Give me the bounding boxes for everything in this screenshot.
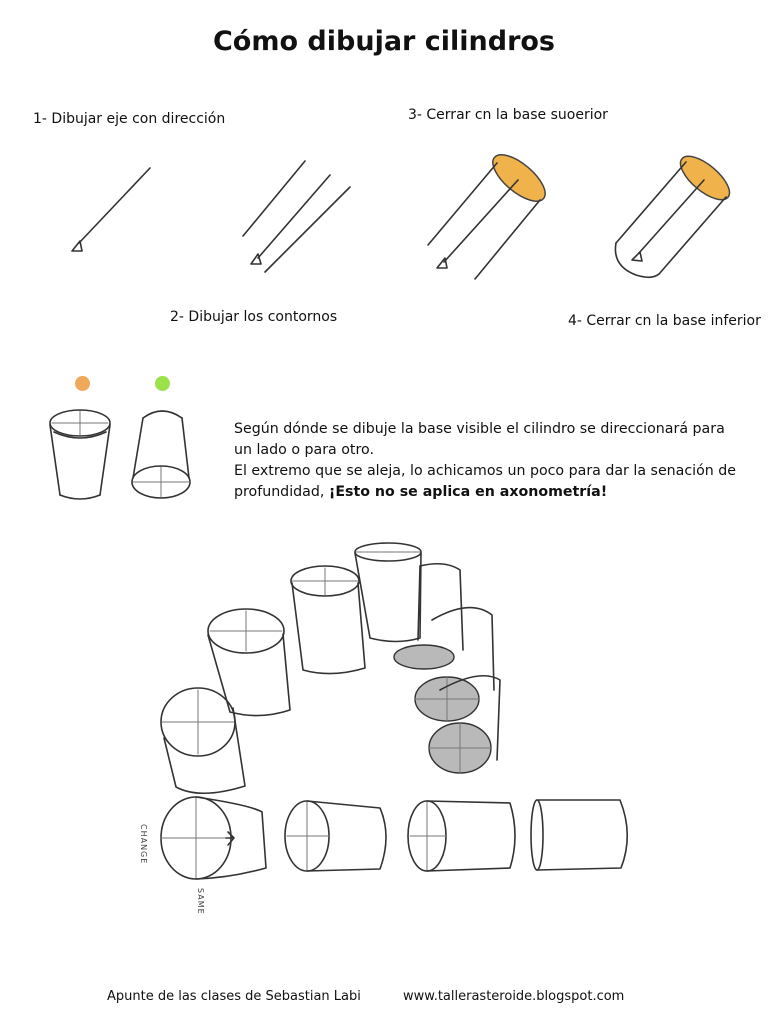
page-title: Cómo dibujar cilindros [212, 26, 556, 57]
arc-cylinder-4 [355, 543, 421, 642]
arc-cylinder-3 [291, 566, 365, 674]
row-cylinder-2 [285, 801, 386, 871]
arc-cylinder-2 [208, 609, 290, 716]
step-3-label: 3- Cerrar cn la base suoerior [408, 107, 608, 123]
row-cylinder-3 [408, 801, 515, 871]
explanation-line-2-normal: El extremo que se aleja, lo achicamos un poco para dar la senación de profundidad, [234, 463, 737, 500]
step-1-label: 1- Dibujar eje con dirección [33, 111, 226, 127]
footer-url[interactable]: www.tallerasteroide.blogspot.com [403, 989, 625, 1004]
footer-credit: Apunte de las clases de Sebastian Labi [107, 989, 361, 1004]
same-annotation: SAME [196, 888, 205, 915]
change-annotation: CHANGE [139, 824, 148, 865]
row-cylinder-1 [161, 797, 266, 879]
explanation-line-1: Según dónde se dibuje la base visible el cilindro se direccionará para un lado o para otro. [234, 421, 725, 458]
arc-cylinder-5 [394, 564, 463, 669]
step-2-label: 2- Dibujar los contornos [170, 309, 338, 325]
step-4-label: 4- Cerrar cn la base inferior [568, 313, 761, 329]
axonometry-warning: ¡Esto no se aplica en axonometría! [328, 484, 608, 500]
arc-cylinder-1 [161, 688, 245, 793]
row-cylinder-4 [531, 800, 627, 870]
